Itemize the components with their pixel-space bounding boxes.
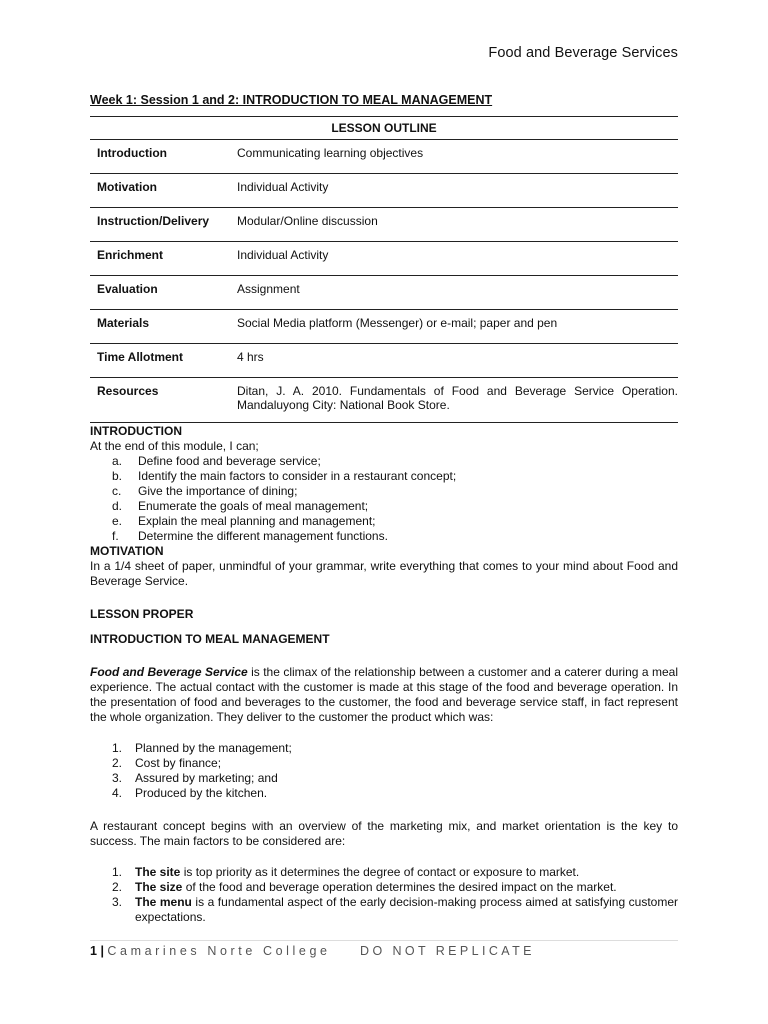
objectives-list — [90, 454, 678, 544]
row-value: Communicating learning objectives — [237, 140, 678, 174]
introduction-lead: At the end of this module, I can; — [90, 439, 259, 453]
list-item — [112, 469, 678, 484]
table-row — [90, 378, 678, 423]
footer-divider — [90, 940, 678, 941]
list-text: Identify the main factors to consider in a restaurant concept; — [138, 469, 457, 483]
factor-term: The site — [135, 865, 181, 879]
list-item — [112, 741, 678, 756]
row-label: Materials — [90, 310, 237, 344]
list-item — [112, 880, 678, 895]
list-marker: e. — [112, 514, 123, 528]
module-body — [90, 424, 678, 925]
introduction-heading: INTRODUCTION — [90, 424, 182, 438]
list-marker: d. — [112, 499, 123, 513]
list-marker: 4. — [112, 786, 123, 800]
list-text: Determine the different management functions. — [138, 529, 388, 543]
list-item — [112, 771, 678, 786]
row-value: Ditan, J. A. 2010. Fundamentals of Food and Beverage Service Operation. Mandaluyong City: National Book Store. — [237, 378, 678, 423]
list-text: Assured by marketing; and — [135, 771, 278, 785]
list-marker: c. — [112, 484, 122, 498]
lesson-outline-table — [90, 116, 678, 423]
list-item — [112, 786, 678, 801]
list-item — [112, 454, 678, 469]
product-list — [90, 741, 678, 801]
list-text: Explain the meal planning and management; — [138, 514, 376, 528]
list-marker: 1. — [112, 865, 123, 879]
list-marker: b. — [112, 469, 123, 483]
table-row — [90, 242, 678, 276]
running-header: Food and Beverage Services — [488, 45, 678, 61]
row-label: Time Allotment — [90, 344, 237, 378]
lesson-proper-heading: LESSON PROPER — [90, 607, 194, 621]
list-item — [112, 499, 678, 514]
motivation-heading: MOTIVATION — [90, 544, 164, 558]
fbs-definition-text: is the climax of the relationship between a customer and a caterer during a meal experience. The actual contact with the customer is made at this stage of the food and beverage operation. In the presentation of food and beverages to the customer, the food and beverage service staff, in fact represent the whole organization. They deliver to the customer the product which was: — [90, 665, 678, 724]
table-row — [90, 344, 678, 378]
factor-text: of the food and beverage operation determines the desired impact on the market. — [182, 880, 617, 894]
list-text: Produced by the kitchen. — [135, 786, 268, 800]
footer-notice: DO NOT REPLICATE — [360, 944, 535, 958]
table-row — [90, 140, 678, 174]
list-marker: 2. — [112, 880, 123, 894]
table-row — [90, 310, 678, 344]
row-label: Resources — [90, 378, 237, 423]
fbs-definition-paragraph — [90, 665, 678, 725]
fbs-term: Food and Beverage Service — [90, 665, 248, 679]
list-text: Planned by the management; — [135, 741, 292, 755]
lesson-outline-heading-row — [90, 117, 678, 140]
list-item — [112, 895, 678, 925]
list-item — [112, 484, 678, 499]
lesson-outline-heading: LESSON OUTLINE — [90, 117, 678, 140]
row-value: Social Media platform (Messenger) or e-mail; paper and pen — [237, 310, 678, 344]
footer-college: Camarines Norte College — [107, 944, 331, 958]
restaurant-concept-paragraph: A restaurant concept begins with an overview of the marketing mix, and market orientation is the key to success. The main factors to be considered are: — [90, 819, 678, 848]
table-row — [90, 208, 678, 242]
factor-text: is top priority as it determines the degree of contact or exposure to market. — [180, 865, 580, 879]
list-text: Give the importance of dining; — [138, 484, 298, 498]
row-value: Individual Activity — [237, 242, 678, 276]
table-row — [90, 174, 678, 208]
table-row — [90, 276, 678, 310]
row-label: Enrichment — [90, 242, 237, 276]
list-item — [112, 514, 678, 529]
motivation-text: In a 1/4 sheet of paper, unmindful of your grammar, write everything that comes to your mind about Food and Beverage Service. — [90, 559, 678, 588]
row-value: Assignment — [237, 276, 678, 310]
week-title: Week 1: Session 1 and 2: INTRODUCTION TO MEAL MANAGEMENT — [90, 93, 493, 107]
list-marker: f. — [112, 529, 119, 543]
list-marker: 1. — [112, 741, 123, 755]
factors-list — [90, 865, 678, 925]
list-marker: 3. — [112, 771, 123, 785]
row-value: Individual Activity — [237, 174, 678, 208]
list-marker: 2. — [112, 756, 123, 770]
row-label: Instruction/Delivery — [90, 208, 237, 242]
row-value: Modular/Online discussion — [237, 208, 678, 242]
list-item — [112, 529, 678, 544]
list-marker: 3. — [112, 895, 123, 909]
list-item — [112, 865, 678, 880]
row-label: Evaluation — [90, 276, 237, 310]
list-item — [112, 756, 678, 771]
factor-term: The size — [135, 880, 183, 894]
row-label: Introduction — [90, 140, 237, 174]
footer-separator: | — [100, 944, 104, 958]
row-value: 4 hrs — [237, 344, 678, 378]
row-label: Motivation — [90, 174, 237, 208]
factor-text: is a fundamental aspect of the early decision-making process aimed at satisfying customer expectations. — [135, 895, 678, 924]
lesson-subtitle: INTRODUCTION TO MEAL MANAGEMENT — [90, 632, 330, 646]
factor-term: The menu — [135, 895, 192, 909]
list-text: Cost by finance; — [135, 756, 222, 770]
list-text: Enumerate the goals of meal management; — [138, 499, 369, 513]
page-number: 1 — [90, 944, 97, 958]
list-marker: a. — [112, 454, 123, 468]
list-text: Define food and beverage service; — [138, 454, 321, 468]
page-footer — [90, 944, 535, 959]
